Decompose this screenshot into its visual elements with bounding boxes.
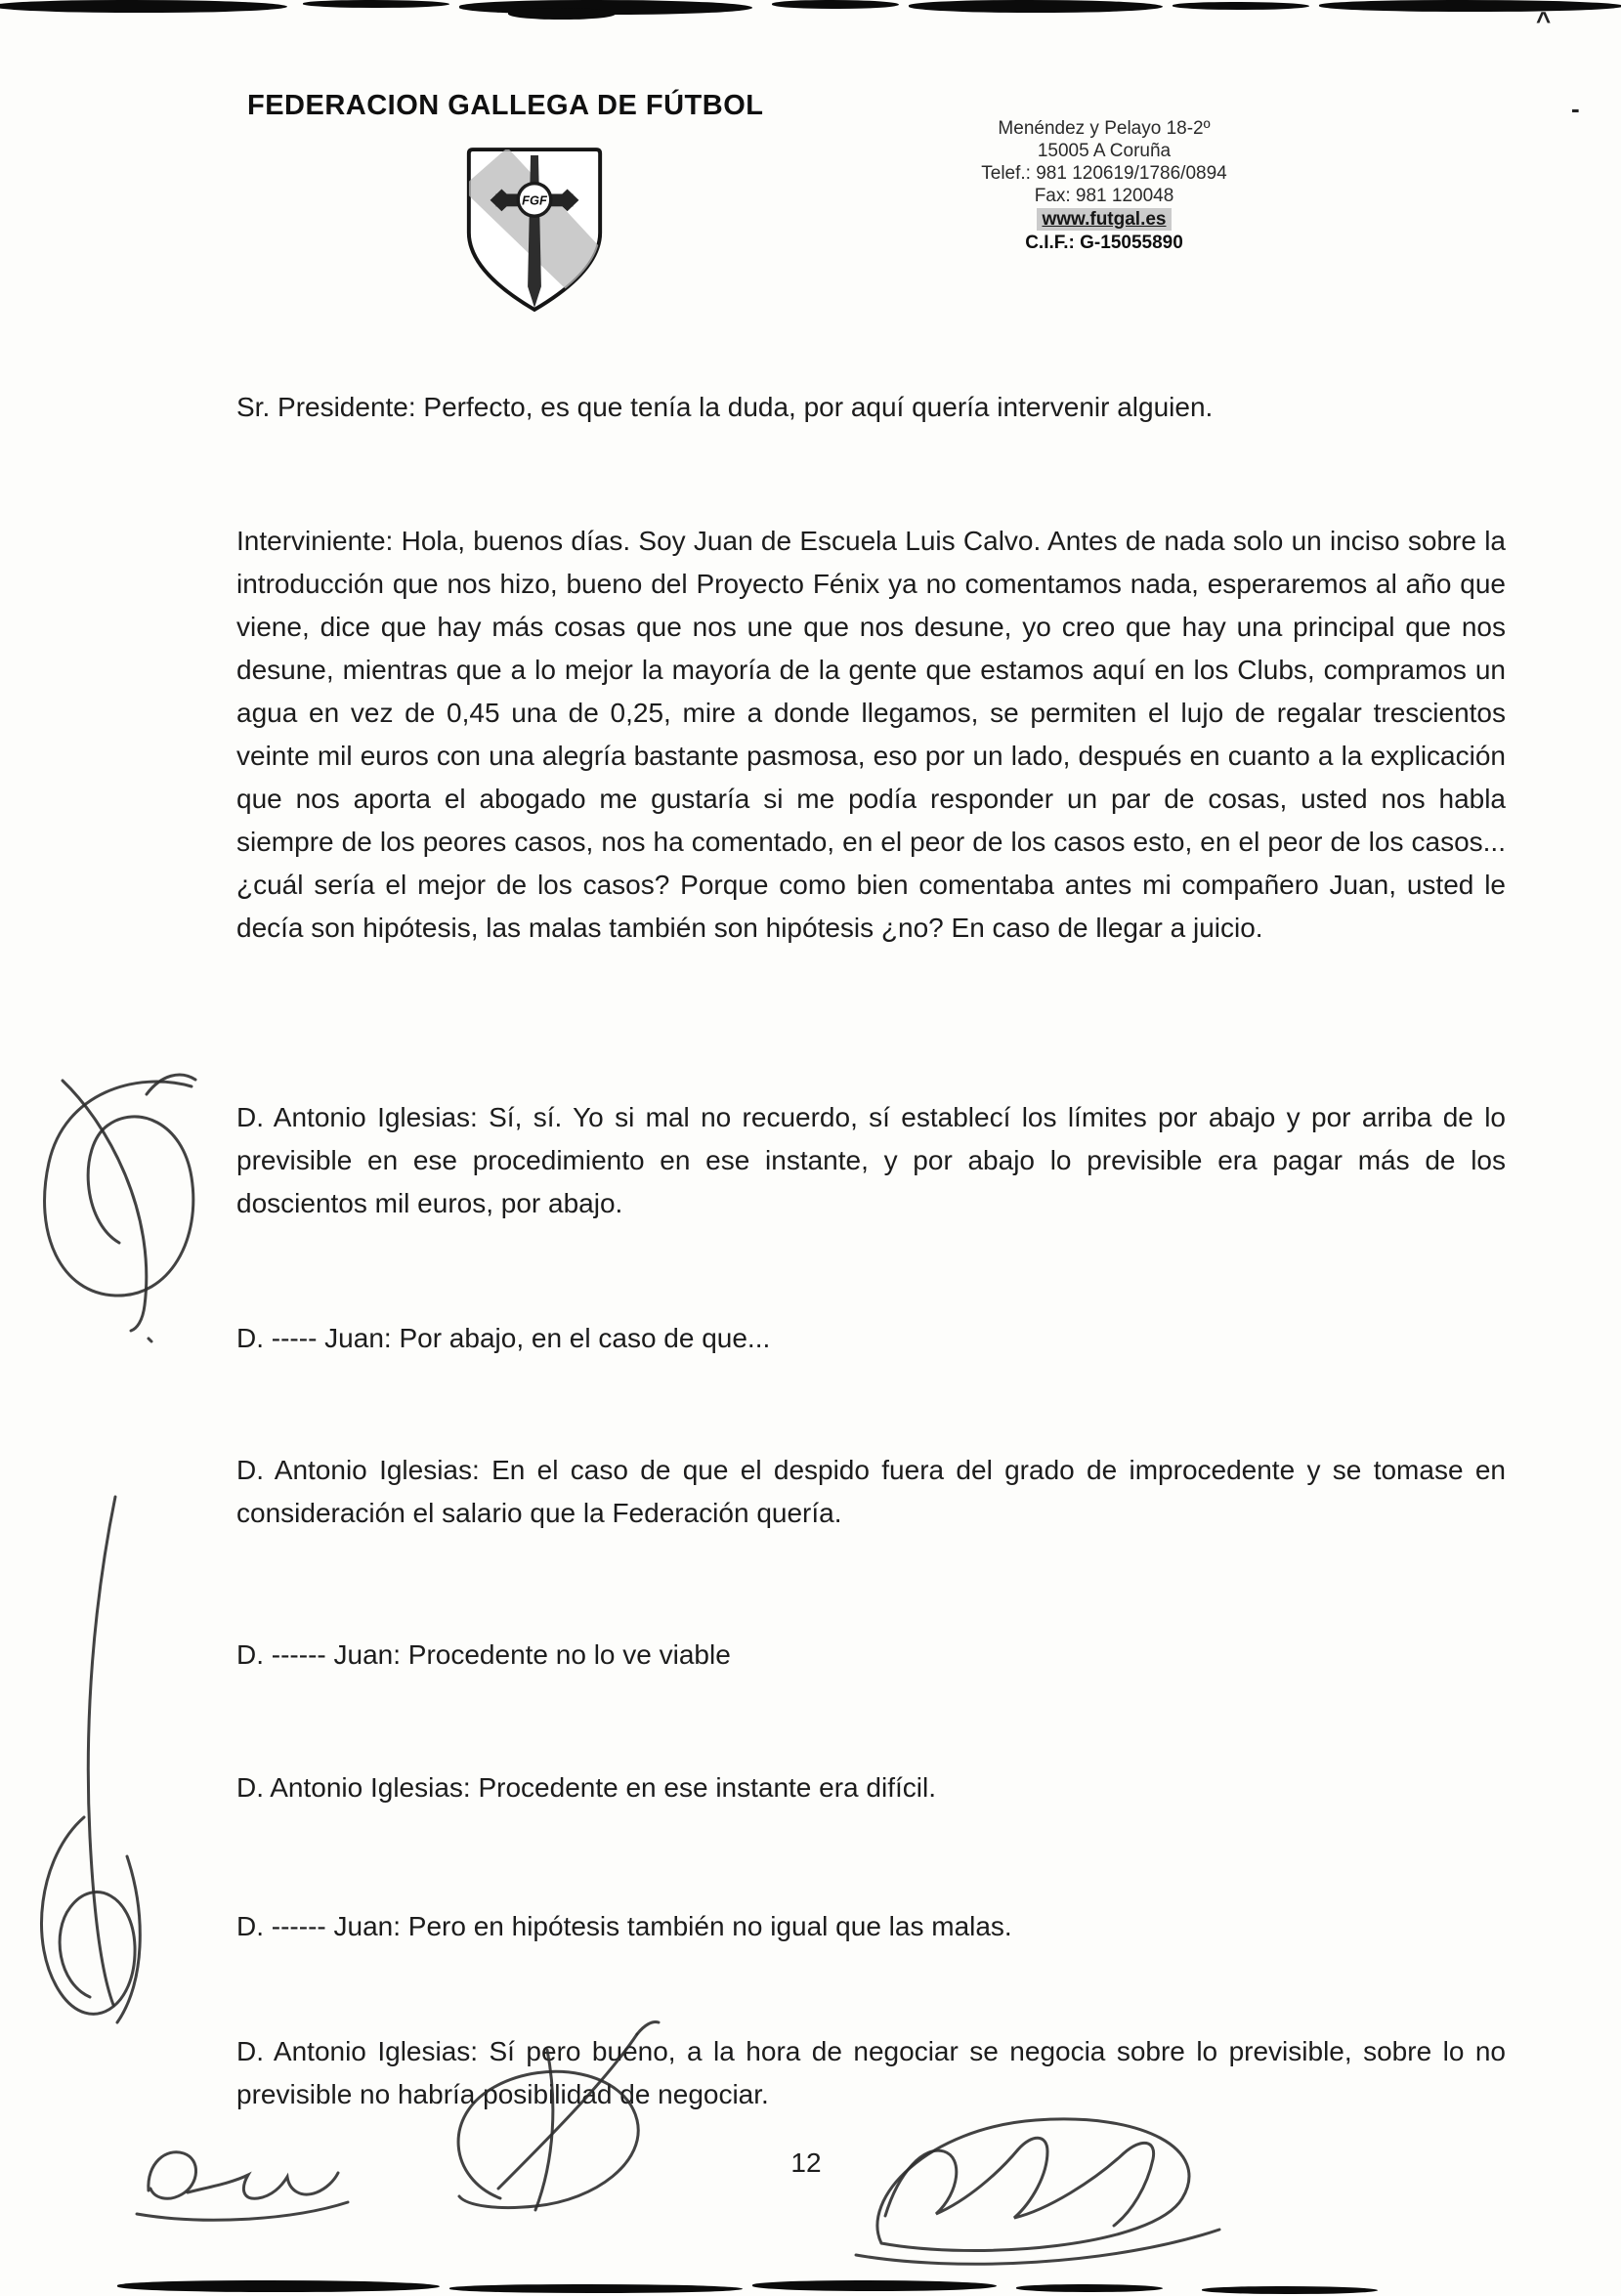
- website-link[interactable]: www.futgal.es: [1037, 208, 1171, 231]
- signature-scribble-tall-left: [41, 1497, 140, 2022]
- transcript-paragraph-9: D. Antonio Iglesias: Sí pero bueno, a la hora de negociar se negocia sobre lo previsible, sobre lo no previsible no habría posibilidad de negociar.: [236, 2036, 1506, 2109]
- scan-artifact: [303, 0, 449, 8]
- transcript-paragraph-5: D. Antonio Iglesias: En el caso de que el despido fuera del grado de improcedente y se tomase en consideración el salario que la Federación quería.: [236, 1455, 1506, 1528]
- org-title: FEDERACION GALLEGA DE FÚTBOL: [247, 90, 764, 121]
- signature-bottom-left: [137, 2152, 348, 2220]
- signature-bottom-right: [856, 2119, 1219, 2264]
- scan-artifact: [1319, 0, 1621, 12]
- logo-initials: FGF: [522, 192, 547, 208]
- transcript-paragraph-3: D. Antonio Iglesias: Sí, sí. Yo si mal no recuerdo, sí establecí los límites por abajo y por arriba de lo previsible en ese procedimiento en ese instante, y por abajo lo previsible era pagar más de los doscientos mil euros, por abajo.: [236, 1102, 1506, 1218]
- contact-block: [909, 117, 1300, 254]
- transcript-paragraph-8: D. ------ Juan: Pero en hipótesis también no igual que las malas.: [236, 1911, 1012, 1941]
- scan-artifact: [449, 2284, 743, 2293]
- transcript-paragraph-1: Sr. Presidente: Perfecto, es que tenía la duda, por aquí quería intervenir alguien.: [236, 392, 1214, 422]
- scan-artifact: [772, 0, 899, 9]
- scan-artifact: [508, 8, 616, 20]
- scan-artifact: [0, 0, 287, 13]
- scan-artifact: [752, 2280, 997, 2291]
- contact-address-line1: Menéndez y Pelayo 18-2º: [998, 118, 1211, 139]
- transcript-paragraph-4: D. ----- Juan: Por abajo, en el caso de que...: [236, 1323, 771, 1353]
- contact-fax: Fax: 981 120048: [1034, 186, 1174, 206]
- contact-address-line2: 15005 A Coruña: [1037, 141, 1172, 161]
- federation-logo: [457, 143, 612, 319]
- scan-dash-mark: -: [1571, 94, 1580, 123]
- contact-cif: C.I.F.: G-15055890: [1025, 233, 1183, 253]
- scan-artifact: [1173, 2, 1309, 10]
- scan-caret-mark: ^: [1536, 6, 1552, 35]
- transcript-paragraph-7: D. Antonio Iglesias: Procedente en ese instante era difícil.: [236, 1772, 936, 1803]
- transcript-paragraph-6: D. ------ Juan: Procedente no lo ve viable: [236, 1639, 731, 1670]
- scan-artifact: [1016, 2284, 1163, 2292]
- page-number: 12: [790, 2147, 822, 2178]
- scan-artifact: [1202, 2286, 1378, 2294]
- transcript-paragraph-2: Interviniente: Hola, buenos días. Soy Juan de Escuela Luis Calvo. Antes de nada solo un inciso sobre la introducción que nos hizo, bueno del Proyecto Fénix ya no comentamos nada, esperaremos al año que viene, dice que hay más cosas que nos une que nos desune, yo creo que hay una principal que nos desune, mientras que a lo mejor la mayoría de la gente que estamos aquí en los Clubs, compramos un agua en vez de 0,45 una de 0,25, mire a donde llegamos, se permiten el lujo de regalar trescientos veinte mil euros con una alegría bastante pasmosa, eso por un lado, después en cuanto a la explicación que nos aporta el abogado me gustaría si me podía responder un par de cosas, usted nos habla siempre de los peores casos, nos ha comentado, en el peor de los casos esto, en el peor de los casos... ¿cuál sería el mejor de los casos? Porque como bien comentaba antes mi compañero Juan, usted le decía son hipótesis, las malas también son hipótesis ¿no? En caso de llegar a juicio.: [236, 526, 1506, 943]
- signature-scribble-left: [45, 1075, 195, 1341]
- scan-artifact: [117, 2280, 440, 2292]
- contact-phone: Telef.: 981 120619/1786/0894: [981, 163, 1227, 184]
- scan-artifact: [909, 0, 1163, 13]
